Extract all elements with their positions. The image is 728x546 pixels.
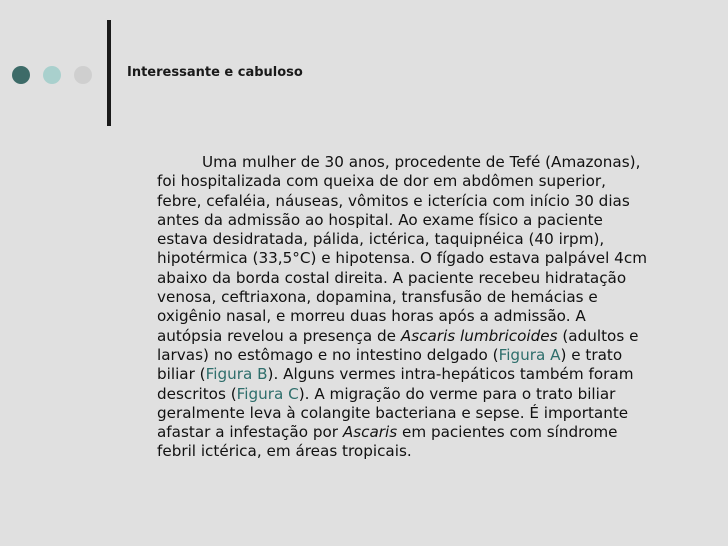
body-line: febril ictérica, em áreas tropicais.: [157, 442, 412, 461]
body-text-segment: afastar a infestação por: [157, 423, 343, 442]
body-line: [157, 423, 677, 442]
body-line: abaixo da borda costal direita. A paciente recebeu hidratação: [157, 268, 627, 287]
decorative-dot-dark: [12, 66, 30, 84]
body-line: [157, 327, 677, 346]
body-line: estava desidratada, pálida, ictérica, taquipnéica (40 irpm),: [157, 230, 605, 249]
title-divider: [107, 20, 111, 126]
slide-body: [157, 153, 677, 462]
body-line: [157, 365, 677, 384]
body-line: antes da admissão ao hospital. Ao exame físico a paciente: [157, 210, 603, 229]
body-line: febre, cefaléia, náuseas, vômitos e icterícia com início 30 dias: [157, 191, 630, 210]
body-text-segment: ) e trato: [560, 345, 623, 364]
species-name: Ascaris: [342, 423, 398, 442]
body-line: foi hospitalizada com queixa de dor em abdômen superior,: [157, 172, 606, 191]
body-line: venosa, ceftriaxona, dopamina, transfusão de hemácias e: [157, 288, 598, 307]
body-line: [157, 346, 677, 365]
figure-a-link[interactable]: Figura A: [498, 345, 561, 364]
decorative-dot-light: [43, 66, 61, 84]
figure-b-link[interactable]: Figura B: [205, 365, 268, 384]
species-name: Ascaris lumbricoides: [400, 326, 558, 345]
body-line: hipotérmica (33,5°C) e hipotensa. O fígado estava palpável 4cm: [157, 249, 647, 268]
body-line: geralmente leva à colangite bacteriana e sepse. É importante: [157, 403, 629, 422]
slide-title: Interessante e cabuloso: [127, 65, 303, 80]
body-text-segment: (adultos e: [557, 326, 639, 345]
body-line: [157, 385, 677, 404]
body-text-segment: larvas) no estômago e no intestino delgado (: [157, 345, 499, 364]
body-text-segment: biliar (: [157, 365, 206, 384]
body-line: Uma mulher de 30 anos, procedente de Tefé (Amazonas),: [202, 153, 641, 171]
decorative-dot-gray: [74, 66, 92, 84]
body-text-segment: em pacientes com síndrome: [397, 423, 618, 442]
body-text-segment: autópsia revelou a presença de: [157, 326, 401, 345]
body-text-segment: descritos (: [157, 384, 237, 403]
body-text-segment: ). A migração do verme para o trato biliar: [298, 384, 616, 403]
figure-c-link[interactable]: Figura C: [236, 384, 299, 403]
body-line: oxigênio nasal, e morreu duas horas após a admissão. A: [157, 307, 586, 326]
body-text-segment: ). Alguns vermes intra-hepáticos também foram: [267, 365, 634, 384]
